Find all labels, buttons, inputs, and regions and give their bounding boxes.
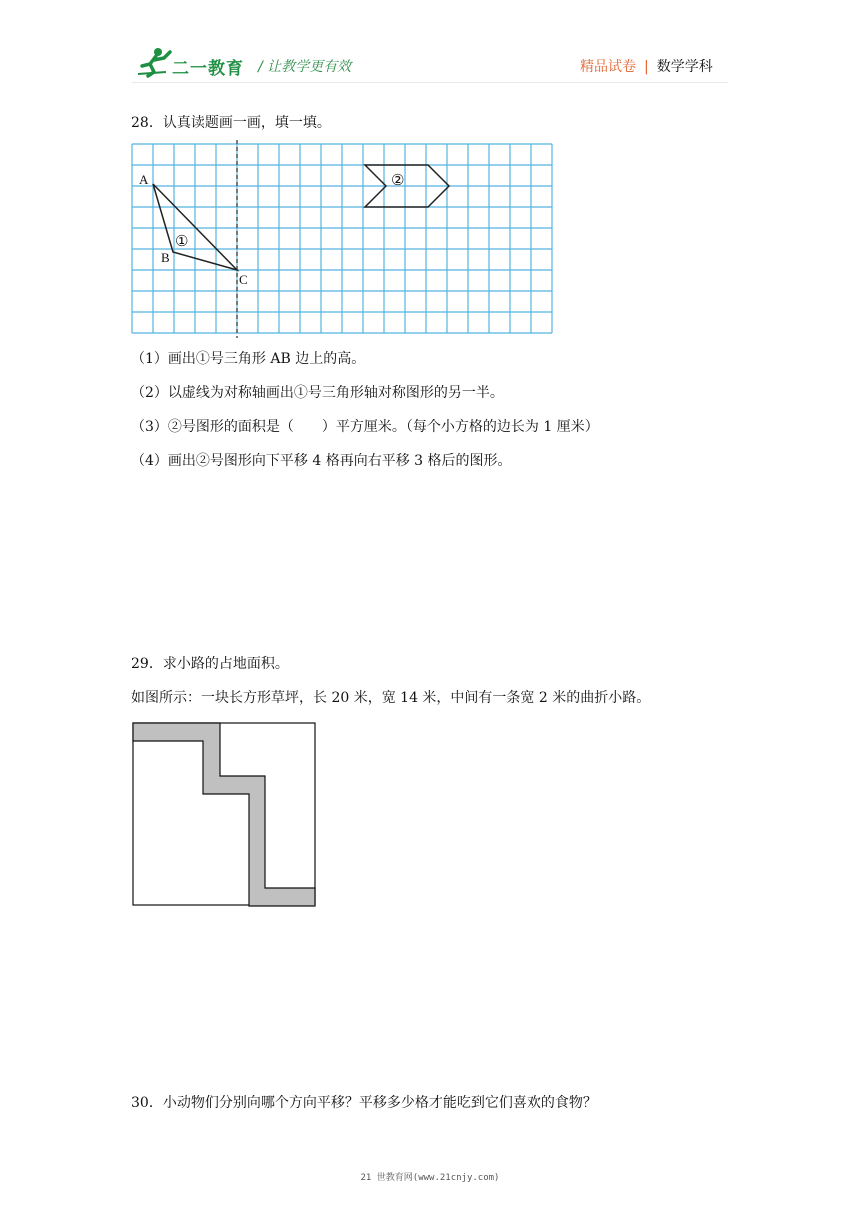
question-28-item-1: （1）画出①号三角形 AB 边上的高。 bbox=[131, 351, 366, 367]
brand-logo-text: 二一教育 bbox=[172, 59, 244, 79]
header-labels bbox=[580, 56, 713, 76]
lawn-path-figure bbox=[130, 720, 320, 910]
question-28-title: 28．认真读题画一画，填一填。 bbox=[131, 115, 331, 131]
lawn-rectangle bbox=[133, 723, 315, 905]
brand-slogan: / 让教学更有效 bbox=[258, 59, 352, 75]
question-28-grid-figure bbox=[125, 138, 565, 342]
shape-2-label: ② bbox=[391, 171, 405, 189]
question-28-item-3: （3）②号图形的面积是（ ）平方厘米。（每个小方格的边长为 1 厘米） bbox=[131, 419, 599, 435]
question-29-title: 29．求小路的占地面积。 bbox=[131, 656, 289, 672]
header-label-right: 数学学科 bbox=[656, 59, 713, 75]
triangle-vertex-b: B bbox=[161, 250, 170, 265]
header-label-left: 精品试卷 bbox=[580, 59, 636, 75]
header-divider bbox=[132, 82, 728, 83]
question-28-item-4: （4）画出②号图形向下平移 4 格再向右平移 3 格后的图形。 bbox=[131, 453, 512, 469]
square-grid bbox=[132, 144, 552, 333]
logo-runner-icon bbox=[136, 46, 174, 78]
question-29-description: 如图所示：一块长方形草坪，长 20 米，宽 14 米，中间有一条宽 2 米的曲折小路。 bbox=[131, 690, 651, 706]
page-footer: 21 世教育网(www.21cnjy.com) bbox=[360, 1173, 500, 1183]
shape-1-label: ① bbox=[175, 232, 189, 250]
triangle-vertex-c: C bbox=[239, 272, 248, 287]
question-30-title: 30．小动物们分别向哪个方向平移？平移多少格才能吃到它们喜欢的食物？ bbox=[131, 1095, 597, 1111]
question-28-item-2: （2）以虚线为对称轴画出①号三角形轴对称图形的另一半。 bbox=[131, 385, 504, 401]
header-separator: | bbox=[644, 59, 649, 75]
header bbox=[0, 0, 860, 90]
triangle-vertex-a: A bbox=[139, 172, 149, 187]
